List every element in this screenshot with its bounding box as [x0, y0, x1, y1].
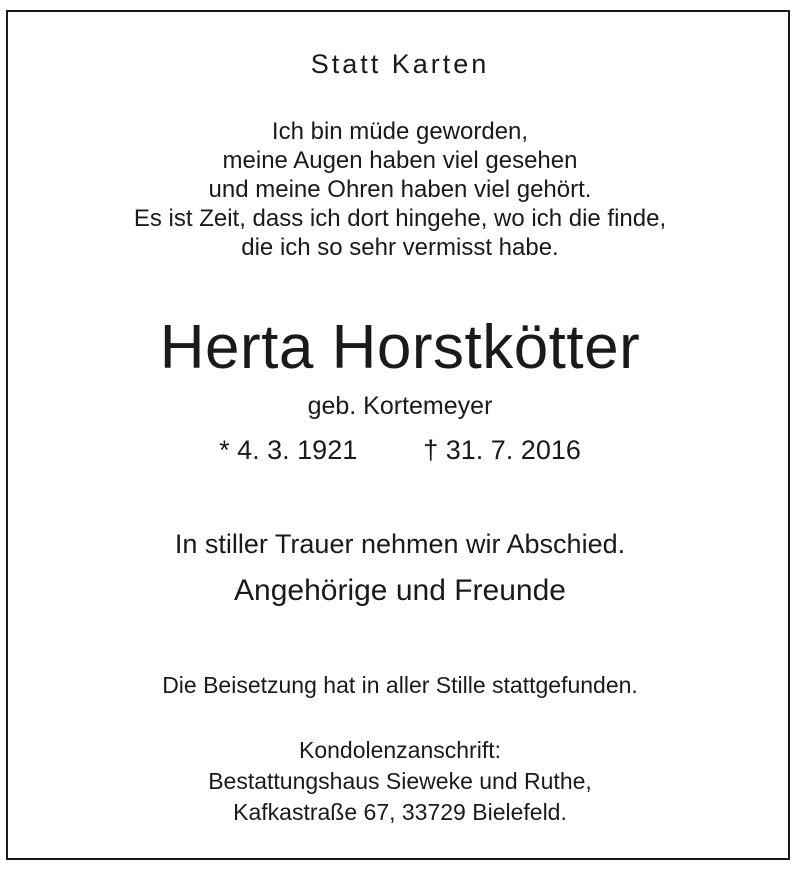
- condolence-company: Bestattungshaus Sieweke und Ruthe,: [208, 768, 592, 794]
- deceased-name: Herta Horstkötter: [159, 313, 641, 382]
- death-date: † 31. 7. 2016: [423, 435, 581, 465]
- poem: [0, 117, 800, 262]
- mourners: Angehörige und Freunde: [234, 574, 566, 607]
- birth-date: * 4. 3. 1921: [219, 435, 358, 465]
- poem-line: Ich bin müde geworden,: [271, 118, 529, 145]
- farewell-text: In stiller Trauer nehmen wir Abschied.: [174, 529, 626, 559]
- poem-line: Es ist Zeit, dass ich dort hingehe, wo ich die finde,: [133, 205, 667, 232]
- condolence-address: [0, 735, 800, 828]
- maiden-name: geb. Kortemeyer: [307, 392, 493, 420]
- poem-line: die ich so sehr vermisst habe.: [241, 234, 559, 261]
- header-statt-karten: Statt Karten: [310, 49, 490, 79]
- condolence-street: Kafkastraße 67, 33729 Bielefeld.: [233, 799, 567, 825]
- poem-line: meine Augen haben viel gesehen: [222, 147, 578, 174]
- burial-note: Die Beisetzung hat in aller Stille stattgefunden.: [162, 672, 638, 698]
- life-dates: [0, 433, 800, 467]
- poem-line: und meine Ohren haben viel gehört.: [208, 176, 592, 203]
- condolence-label: Kondolenzanschrift:: [298, 737, 501, 763]
